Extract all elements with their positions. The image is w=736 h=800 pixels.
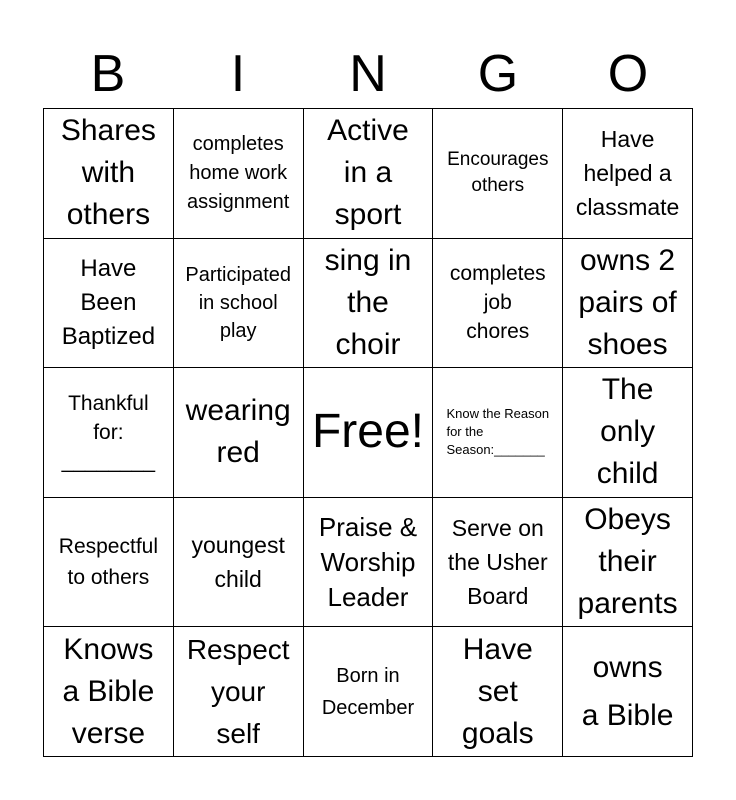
bingo-cell[interactable] xyxy=(563,627,693,757)
bingo-cell[interactable] xyxy=(174,109,304,239)
bingo-cell[interactable] xyxy=(433,627,563,757)
bingo-cell[interactable] xyxy=(304,109,434,239)
cell-text: Thankful for: ________ xyxy=(61,391,156,473)
cell-text: completes home work assignment xyxy=(187,132,290,213)
bingo-cell[interactable] xyxy=(433,498,563,628)
bingo-cell[interactable] xyxy=(563,368,693,498)
bingo-cell[interactable] xyxy=(304,498,434,628)
bingo-header xyxy=(43,42,693,106)
cell-text: Respectful to others xyxy=(58,535,158,590)
cell-text: wearing red xyxy=(185,394,291,470)
bingo-cell free-space[interactable] xyxy=(304,368,434,498)
cell-text: Praise & Worship Leader xyxy=(318,511,418,612)
cell-text: Participated in school play xyxy=(185,263,291,342)
cell-text: Have helped a classmate xyxy=(575,126,680,221)
bingo-cell[interactable] xyxy=(433,239,563,369)
cell-text: Know the Reason for the Season:_______ xyxy=(446,406,550,458)
cell-text: Serve on the Usher Board xyxy=(447,515,548,610)
cell-text: Knows a Bible verse xyxy=(62,632,155,750)
cell-text: Shares with others xyxy=(60,114,156,232)
bingo-cell[interactable] xyxy=(44,368,174,498)
header-letter-b: B xyxy=(90,45,126,103)
bingo-cell[interactable] xyxy=(174,498,304,628)
bingo-cell[interactable] xyxy=(174,239,304,369)
header-letter-n: N xyxy=(349,45,387,103)
bingo-cell[interactable] xyxy=(433,109,563,239)
cell-text: completes job chores xyxy=(449,262,546,344)
cell-text: owns a Bible xyxy=(581,650,674,732)
header-letter-i: I xyxy=(230,45,246,103)
bingo-cell[interactable] xyxy=(44,627,174,757)
cell-text: Active in a sport xyxy=(327,114,409,232)
cell-text: Have Been Baptized xyxy=(61,254,156,350)
cell-text: Obeys their parents xyxy=(577,503,678,621)
cell-text: Encourages others xyxy=(447,149,549,197)
header-letter-o: O xyxy=(607,45,649,103)
bingo-cell[interactable] xyxy=(304,239,434,369)
free-space-text: Free! xyxy=(311,405,424,459)
bingo-cell[interactable] xyxy=(563,498,693,628)
cell-text: youngest child xyxy=(191,532,285,593)
bingo-cell[interactable] xyxy=(563,109,693,239)
bingo-grid xyxy=(43,108,693,757)
bingo-cell[interactable] xyxy=(563,239,693,369)
cell-text: owns 2 pairs of shoes xyxy=(578,243,677,361)
bingo-cell[interactable] xyxy=(44,239,174,369)
bingo-cell[interactable] xyxy=(174,627,304,757)
bingo-cell[interactable] xyxy=(433,368,563,498)
bingo-cell[interactable] xyxy=(44,109,174,239)
cell-text: The only child xyxy=(596,373,659,491)
bingo-cell[interactable] xyxy=(174,368,304,498)
cell-text: Respect your self xyxy=(186,633,290,749)
bingo-cell[interactable] xyxy=(304,627,434,757)
cell-text: Have set goals xyxy=(461,632,534,750)
header-letter-g: G xyxy=(477,45,519,103)
cell-text: Born in December xyxy=(321,664,415,719)
bingo-cell[interactable] xyxy=(44,498,174,628)
cell-text: sing in the choir xyxy=(324,243,412,361)
